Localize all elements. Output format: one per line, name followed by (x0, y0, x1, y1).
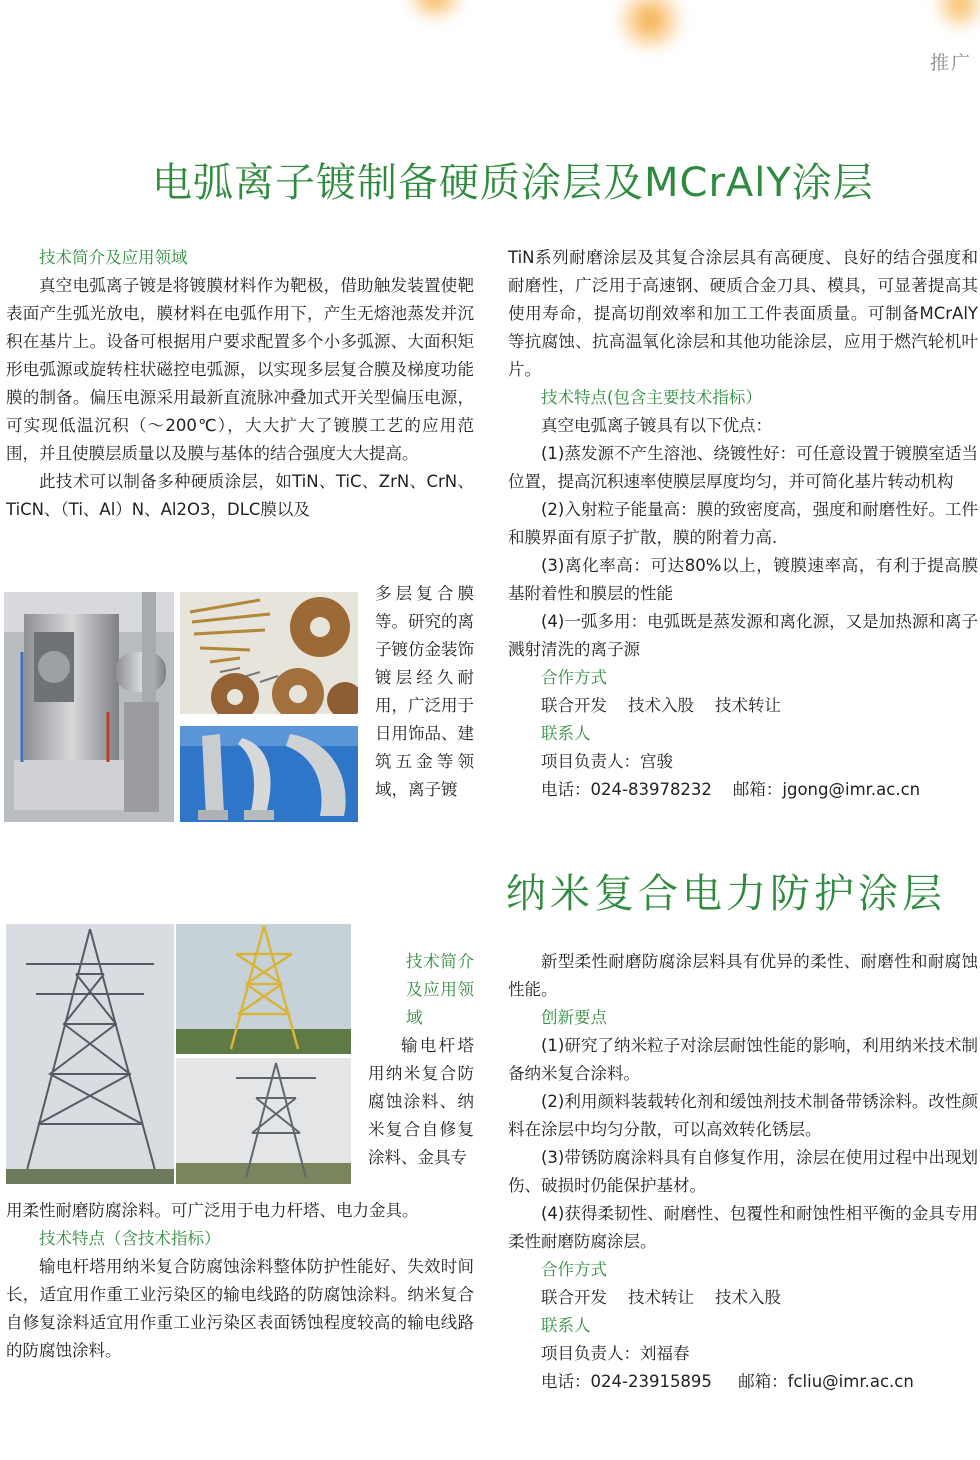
decor-glow-3 (930, 0, 980, 30)
article1-section-contact: 联系人 (541, 724, 591, 743)
tools-photo (180, 592, 358, 714)
article1-para-2a: 此技术可以制备多种硬质涂层，如TiN、TiC、ZrN、CrN、TiCN、（Ti、Al）N、Al2O3，DLC膜以及 (6, 472, 474, 519)
tools-illustration (180, 592, 358, 714)
article2-para-2: 输电杆塔用纳米复合防腐蚀涂料整体防护性能好、失效时间长，适宜用作重工业污染区的输电线路的防腐蚀涂料。纳米复合自修复涂料适宜用作重工业污染区表面锈蚀程度较高的输电线路的防腐蚀涂料。 (6, 1257, 474, 1360)
article1-section-features: 技术特点(包含主要技术指标） (541, 388, 762, 407)
article1-feature-2: (2)入射粒子能量高：膜的致密度高，强度和耐磨性好。工件和膜界面有原子扩散，膜的附着力高. (508, 500, 978, 547)
tower-illustration-2 (176, 924, 351, 1054)
decor-glow-1 (400, 0, 470, 20)
article2-section-coop: 合作方式 (541, 1260, 607, 1279)
article2-section-contact: 联系人 (541, 1316, 591, 1335)
article1-section-intro: 技术简介及应用领域 (39, 248, 188, 267)
article2-title: 纳米复合电力防护涂层 (506, 871, 946, 917)
article2-para-3: 新型柔性耐磨防腐涂层料具有优异的柔性、耐磨性和耐腐蚀性能。 (508, 952, 978, 999)
article1-coop: 联合开发 技术入股 技术转让 (541, 696, 781, 715)
article2-innov-3: (3)带锈防腐涂料具有自修复作用，涂层在使用过程中出现划伤、破损时仍能保护基材。 (508, 1148, 978, 1195)
article2-para-1a: 输电杆塔用纳米复合防腐蚀涂料、纳米复合自修复涂料、金具专 (368, 1036, 474, 1167)
article2-person: 项目负责人：刘福春 (541, 1344, 690, 1363)
article1-section-coop: 合作方式 (541, 668, 607, 687)
equipment-illustration (4, 592, 174, 822)
tower-illustration-3 (176, 1058, 351, 1184)
article2-side-text (368, 948, 474, 1172)
article1-feature-3: (3)离化率高：可达80%以上，镀膜速率高，有利于提高膜基附着性和膜层的性能 (508, 556, 978, 603)
equipment-photo (4, 592, 174, 822)
tower-photo-1 (6, 924, 174, 1184)
tower-photo-3 (176, 1058, 351, 1184)
blades-illustration (180, 726, 358, 822)
article1-right-text (508, 244, 978, 804)
article1-side-text (375, 580, 474, 804)
article2-innov-1: (1)研究了纳米粒子对涂层耐蚀性能的影响，利用纳米技术制备纳米复合涂料。 (508, 1036, 978, 1083)
article2-coop: 联合开发 技术转让 技术入股 (541, 1288, 781, 1307)
article2-left-text (6, 1197, 474, 1365)
article1-para-2c: TiN系列耐磨涂层及其复合涂层具有高硬度、良好的结合强度和耐磨性，广泛用于高速钢、硬质合金刀具、模具，可显著提高其使用寿命，提高切削效率和加工工件表面质量。可制备MCrAlY等抗腐蚀、抗高温氧化涂层和其他功能涂层，应用于燃汽轮机叶片。 (508, 248, 978, 379)
article1-feature-1: (1)蒸发源不产生溶池、绕镀性好：可任意设置于镀膜室适当位置，提高沉积速率使膜层厚度均匀，并可简化基片转动机构 (508, 444, 978, 491)
article1-person: 项目负责人：宫骏 (541, 752, 673, 771)
article1-feature-4: (4)一弧多用：电弧既是蒸发源和离化源，又是加热源和离子溅射清洗的离子源 (508, 612, 978, 659)
blades-photo (180, 726, 358, 822)
article2-phone-email: 电话：024-23915895 邮箱：fcliu@imr.ac.cn (541, 1372, 914, 1391)
article1-phone-email: 电话：024-83978232 邮箱：jgong@imr.ac.cn (541, 780, 921, 799)
article1-para-2b: 多层复合膜等。研究的离子镀仿金装饰镀层经久耐用，广泛用于日用饰品、建筑五金等领域，离子镀 (375, 584, 474, 799)
article2-section-features: 技术特点（含技术指标） (39, 1229, 221, 1248)
article2-right-text (508, 948, 978, 1396)
tower-illustration-1 (6, 924, 174, 1184)
article1-para-1: 真空电弧离子镀是将镀膜材料作为靶极，借助触发装置使靶表面产生弧光放电，膜材料在电弧作用下，产生无熔池蒸发并沉积在基片上。设备可根据用户要求配置多个小多弧源、大面积矩形电弧源或旋转柱状磁控电弧源，以实现多层复合膜及梯度功能膜的制备。偏压电源采用最新直流脉冲叠加式开关型偏压电源，可实现低温沉积（～200℃），大大扩大了镀膜工艺的应用范围，并且使膜层质量以及膜与基体的结合强度大大提高。 (6, 276, 474, 463)
article2-para-1b: 用柔性耐磨防腐涂料。可广泛用于电力杆塔、电力金具。 (6, 1201, 419, 1220)
decor-glow-2 (610, 0, 690, 50)
article2-section-innov: 创新要点 (541, 1008, 607, 1027)
article1-feature-0: 真空电弧离子镀具有以下优点： (541, 416, 772, 435)
article1-left-text (6, 244, 474, 524)
article2-innov-2: (2)利用颜料装载转化剂和缓蚀剂技术制备带锈涂料。改性颜料在涂层中均匀分散，可以高效转化锈层。 (508, 1092, 978, 1139)
article1-title: 电弧离子镀制备硬质涂层及MCrAlY涂层 (152, 160, 874, 206)
article2-innov-4: (4)获得柔韧性、耐磨性、包覆性和耐蚀性相平衡的金具专用柔性耐磨防腐涂层。 (508, 1204, 978, 1251)
page-tag: 推广 (930, 52, 973, 74)
article2-section-intro: 技术简介及应用领域 (406, 952, 474, 1027)
tower-photo-2 (176, 924, 351, 1054)
